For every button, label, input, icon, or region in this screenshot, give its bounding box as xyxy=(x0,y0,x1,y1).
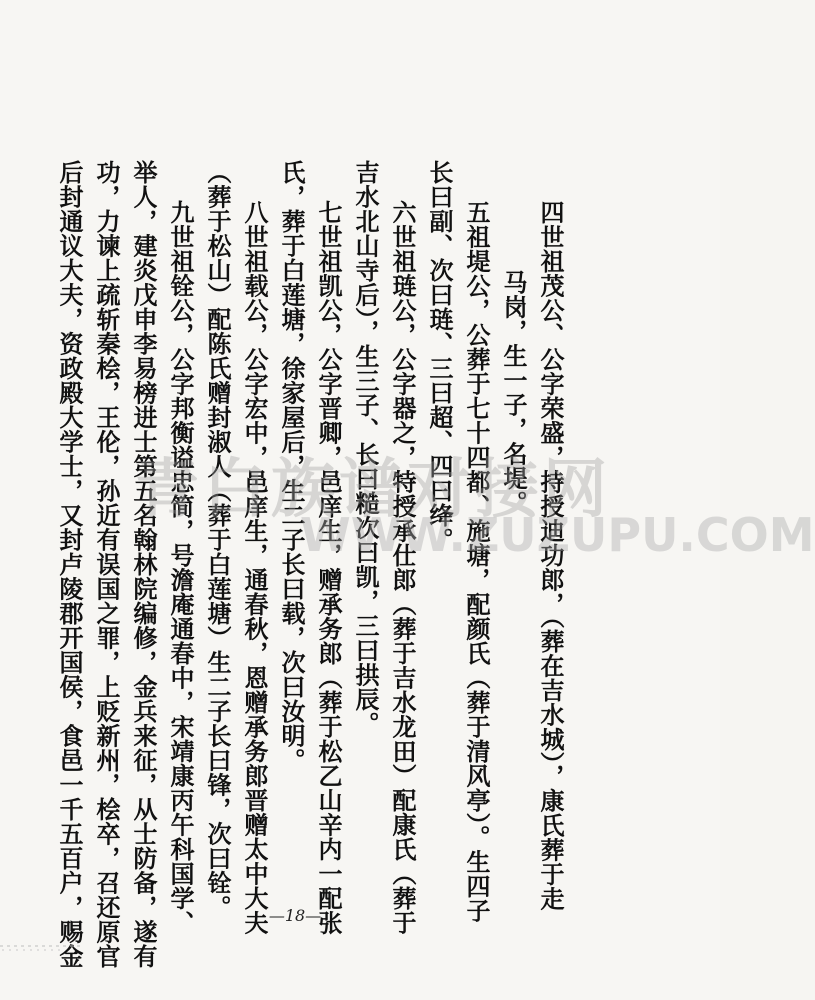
text-column-14: 后封通议大夫，资政殿大学士，又封卢陵郡开国侯，食邑一千五百户，赐金 xyxy=(55,160,84,969)
text-column-3: 五祖堤公，公葬于七十四都、施塘，配颜氏（葬于清风亭）。生四子 xyxy=(462,200,491,923)
text-column-12: 举人，建炎戊申李易榜进士第五名翰林院编修，金兵来征，从士防备，遂有 xyxy=(129,160,158,969)
watermark-english: WWW.ZUZUPU.COM xyxy=(300,508,815,562)
text-column-10: （葬于松山）配陈氏赠封淑人（葬于白莲塘）生二子长曰锋，次曰铨。 xyxy=(203,160,232,920)
text-column-8: 氏，葬于白莲塘，徐家屋后，生二子长曰载，次曰汝明。 xyxy=(277,160,306,773)
text-column-13: 功，力谏上疏斩秦桧，王伦，孙近有误国之罪，上贬新州，桧卒，召还原官 xyxy=(92,160,121,969)
text-column-1: 四世祖茂公、公字荣盛，持授迪功郎，（葬在吉水城），康氏葬于走 xyxy=(536,200,565,911)
text-column-6: 吉水北山寺后），生三子、长曰糙次曰凯，三曰拱辰。 xyxy=(351,160,380,736)
text-column-11: 九世祖铨公，公字邦衡谥忠简，号澹庵通春中，宋靖康丙午科国学、 xyxy=(166,200,195,935)
text-column-5: 六世祖琏公，公字器之，特授承仕郎（葬于吉水龙田）配康氏（葬于 xyxy=(388,200,417,935)
scan-noise-decoration xyxy=(0,940,720,970)
text-column-7: 七世祖凯公，公字晋卿，邑庠生，赠承务郎（葬于松乙山辛内一配张 xyxy=(314,200,343,935)
watermark-chinese: 青白族谱对接网 xyxy=(135,453,611,527)
text-column-9: 八世祖载公，公字宏中，邑庠生，通春秋，恩赠承务郎晋赠太中大夫 xyxy=(240,200,269,935)
text-column-4: 长曰副、次曰琏、三曰超、四曰绛。 xyxy=(425,160,454,552)
page-number: —18— xyxy=(268,906,322,925)
text-column-2: 马岗，生一子，名堤。 xyxy=(499,270,528,515)
